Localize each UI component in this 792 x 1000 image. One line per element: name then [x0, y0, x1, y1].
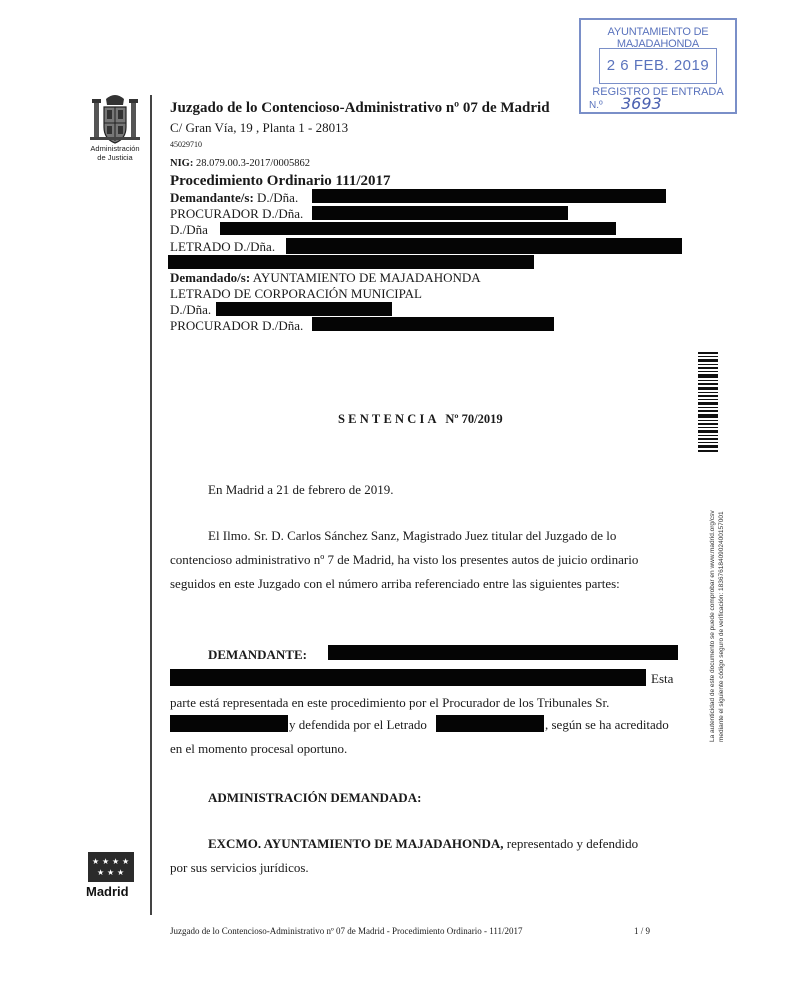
sentence-title	[338, 412, 503, 427]
redaction	[312, 189, 666, 203]
excmo-line	[208, 832, 638, 856]
intro-line-3: seguidos en este Juzgado con el número arriba referenciado entre las siguientes partes:	[170, 576, 620, 591]
court-code: 45029710	[170, 140, 202, 149]
dna-line: D./Dña	[170, 222, 208, 237]
stamp-number: 3693	[621, 94, 662, 113]
nig-label: NIG:	[170, 158, 194, 169]
demandante-heading: DEMANDANTE:	[208, 647, 307, 662]
svg-text:★: ★	[112, 857, 120, 866]
date-line: En Madrid a 21 de febrero de 2019.	[208, 482, 394, 497]
svg-text:★: ★	[107, 868, 115, 877]
demandado-value: AYUNTAMIENTO DE MAJADAHONDA	[252, 270, 481, 285]
sentence-word: SENTENCIA	[338, 412, 440, 426]
verification-line-2: mediante el siguiente código seguro de verificación: 1836761840902400157001	[718, 511, 725, 742]
stamp-registry: REGISTRO DE ENTRADA	[592, 86, 724, 98]
sentence-number: Nº 70/2019	[445, 412, 503, 426]
demandado-line	[170, 270, 481, 286]
demandado-label: Demandado/s:	[170, 270, 251, 285]
nig-value: 28.079.00.3-2017/0005862	[195, 158, 311, 169]
letrado-corporacion: LETRADO DE CORPORACIÓN MUNICIPAL	[170, 286, 422, 301]
page-footer: Juzgado de lo Contencioso-Administrativo nº 07 de Madrid - Procedimiento Ordinario - 111/2017	[170, 926, 523, 936]
verification-line-1: La autenticidad de este documento se puede comprobar en www.madrid.org/csv	[709, 510, 716, 742]
intro-line-1: El Ilmo. Sr. D. Carlos Sánchez Sanz, Magistrado Juez titular del Juzgado de lo	[208, 528, 617, 543]
page-number: 1 / 9	[634, 926, 651, 936]
verification-text	[708, 462, 730, 742]
coat-label-line-1: Administración	[90, 144, 140, 153]
madrid-stars-logo-icon	[88, 852, 134, 882]
stamp-org: AYUNTAMIENTO DE MAJADAHONDA	[607, 26, 709, 50]
demandante-value: D./Dña.	[257, 190, 299, 205]
dna-line-2: D./Dña.	[170, 302, 212, 317]
court-address: C/ Gran Vía, 19 , Planta 1 - 28013	[170, 120, 349, 135]
svg-text:★: ★	[92, 857, 100, 866]
demandante-label: Demandante/s:	[170, 190, 254, 205]
servicios-line: por sus servicios jurídicos.	[170, 860, 309, 875]
momento-line: en el momento procesal oportuno.	[170, 741, 348, 756]
svg-text:★: ★	[97, 868, 105, 877]
svg-text:★: ★	[122, 857, 130, 866]
redaction	[170, 715, 288, 732]
madrid-label: Madrid	[86, 884, 129, 899]
representation-line: parte está representada en este procedimiento por el Procurador de los Tribunales Sr.	[170, 695, 610, 710]
defendida-text: y defendida por el Letrado	[289, 717, 427, 732]
redaction	[312, 317, 554, 331]
coat-label-line-2: de Justicia	[97, 153, 133, 162]
intro-line-2: contencioso administrativo nº 7 de Madrid, ha visto los presentes autos de juicio ordinario	[170, 552, 639, 567]
coat-label	[82, 144, 148, 162]
redaction	[170, 669, 646, 686]
redaction	[436, 715, 544, 732]
letrado-line: LETRADO D./Dña.	[170, 239, 276, 254]
procurador-line-1: PROCURADOR D./Dña.	[170, 206, 304, 221]
excmo-bold: EXCMO. AYUNTAMIENTO DE MAJADAHONDA,	[208, 836, 504, 851]
esta-word: Esta	[651, 671, 674, 686]
procurador-line-2: PROCURADOR D./Dña.	[170, 318, 304, 333]
admin-heading: ADMINISTRACIÓN DEMANDADA:	[208, 790, 422, 805]
excmo-rest: representado y defendido	[506, 836, 639, 851]
svg-text:★: ★	[117, 868, 125, 877]
redaction	[216, 302, 392, 316]
barcode-icon	[698, 352, 718, 452]
nig-line	[170, 158, 310, 169]
redaction	[220, 222, 616, 235]
court-name: Juzgado de lo Contencioso-Administrativo nº 07 de Madrid	[170, 100, 550, 116]
stamp-date: 2 6 FEB. 2019	[599, 48, 717, 84]
registry-stamp	[579, 18, 737, 114]
procedure-title: Procedimiento Ordinario 111/2017	[170, 173, 391, 189]
margin-rule	[150, 95, 152, 915]
redaction	[286, 238, 682, 254]
redaction	[312, 206, 568, 220]
redaction	[168, 255, 534, 269]
svg-text:★: ★	[102, 857, 110, 866]
coat-of-arms-icon	[90, 93, 140, 145]
stamp-no-label: N.º	[589, 100, 603, 111]
redaction	[328, 645, 678, 660]
demandante-line	[170, 190, 298, 206]
acreditado-text: , según se ha acreditado	[545, 717, 669, 732]
